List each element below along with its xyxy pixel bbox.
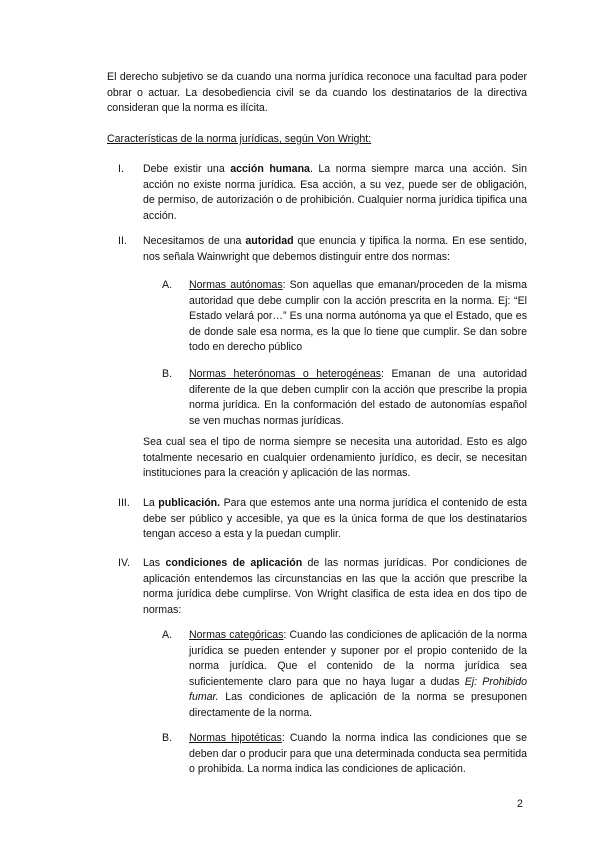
sub-item-paragraph: Normas autónomas: Son aquellas que emanan/proceden de la misma autoridad que debe cumplir con la acción prescrita en la norma. Ej: “El Estado velará por…” Es una norma autónoma ya que el Estado, que es de donde sale esa norma, es la que lo tiene que cumplir. Se dan sobre todo en derecho público: [189, 279, 527, 354]
item-number: III.: [118, 497, 130, 509]
sub-item-paragraph: Normas heterónomas o heterogéneas: Emanan de una autoridad diferente de la que deben cumplir con la acción que prescribe la propia norma jurídica. En la conformación del estado de autonomías español se ven muchas normas jurídicas.: [189, 368, 527, 427]
sub-item-paragraph: Normas categóricas: Cuando las condiciones de aplicación de la norma jurídica se pueden entender y suponer por el propio contenido de la norma jurídica. Que el contenido de la norma jurídica sea suficientemente claro para que no haya lugar a dudas Ej: Prohibido fumar. Las condiciones de aplicación de la norma se presuponen directamente de la norma.: [189, 629, 528, 719]
sub-item-letter: A.: [162, 279, 173, 291]
item-number: IV.: [118, 557, 130, 569]
item-paragraph: La publicación. Para que estemos ante una norma jurídica el contenido de esta debe ser público y accesible, ya que es la única forma de que los destinatarios tengan acceso a esta y la puedan cumplir.: [143, 497, 528, 541]
item-paragraph: Las condiciones de aplicación de las normas jurídicas. Por condiciones de aplicación entendemos las circunstancias en las que la acción que prescribe la norma jurídica debe cumplirse. Von Wright clasifica de esta idea en dos tipo de normas:: [143, 557, 527, 616]
item-paragraph: Necesitamos de una autoridad que enuncia y tipifica la norma. En ese sentido, nos señala Wainwright que debemos distinguir entre dos normas:: [143, 235, 527, 263]
item-closing-paragraph: Sea cual sea el tipo de norma siempre se necesita una autoridad. Esto es algo totalmente necesario en cualquier ordenamiento jurídico, es decir, se necesitan instituciones para la creación y aplicación de las normas.: [143, 436, 527, 480]
sub-item-letter: B.: [162, 368, 173, 380]
sub-item-letter: A.: [162, 629, 173, 641]
page-number: 2: [517, 798, 523, 810]
item-number: I.: [118, 163, 124, 175]
item-paragraph: Debe existir una acción humana. La norma siempre marca una acción. Sin acción no existe norma jurídica. Esa acción, a su vez, puede ser de obligación, de permiso, de autorización o de prohibición. Cualquier norma jurídica tipifica una acción.: [143, 163, 527, 222]
sub-item-letter: B.: [162, 732, 173, 744]
item-number: II.: [118, 235, 127, 247]
section-heading: Características de la norma jurídicas, según Von Wright:: [107, 133, 372, 145]
intro-paragraph: El derecho subjetivo se da cuando una norma jurídica reconoce una facultad para poder obrar o actuar. La desobediencia civil se da cuando los destinatarios de la directiva consideran que la norma es ilícita.: [107, 71, 527, 115]
sub-item-paragraph: Normas hipotéticas: Cuando la norma indica las condiciones que se deben dar o producir para que una determinada conducta sea permitida o prohibida. La norma indica las condiciones de aplicación.: [189, 732, 527, 776]
